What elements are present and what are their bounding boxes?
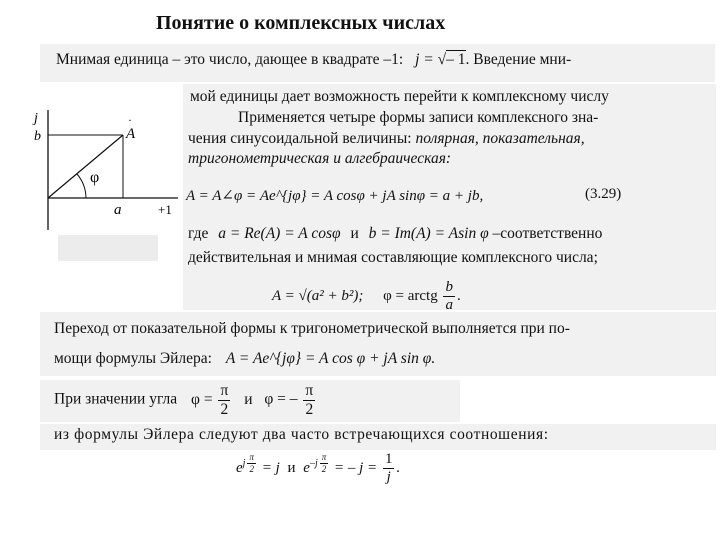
vector-line — [48, 135, 123, 198]
phi1-pi: π — [220, 382, 229, 399]
phi2-pi: π — [305, 382, 314, 399]
vector-label: A — [126, 126, 136, 142]
intro-line-2: мой единицы дает возможность перейти к комплексному числу — [190, 88, 609, 105]
where-line-1 — [188, 225, 602, 243]
relations-text: из формулы Эйлера следуют два часто встречающихся соотношения: — [54, 426, 549, 443]
relations-formula — [236, 452, 400, 485]
band-diagram-box — [58, 235, 158, 261]
angle-text: При значении угла — [54, 390, 178, 408]
exp2-j: –j — [309, 457, 318, 469]
phi1-lhs: φ = — [191, 390, 213, 408]
phi-frac-num: b — [445, 279, 453, 295]
phi2-lhs: φ = – — [264, 390, 298, 408]
sqrt-symbol: √– 1 — [437, 51, 466, 68]
phi2-fraction — [303, 383, 315, 417]
modulus-formula: A = √(a² + b²); — [272, 287, 364, 304]
sqrt-radicand: – 1 — [446, 51, 466, 68]
exp2-frac — [320, 453, 329, 474]
plus-one-label: +1 — [158, 202, 172, 217]
forms-line-1: Применяется четыре формы записи комплексного зна- — [238, 109, 599, 126]
intro-line-1 — [56, 51, 571, 69]
euler-formula: A = Ae^{jφ} = A cos φ + jA sin φ. — [225, 350, 436, 367]
axis-j-label: j — [34, 111, 38, 126]
j-den: j — [386, 469, 391, 485]
where-and: и — [350, 225, 359, 242]
forms-line-2a: чения синусоидальной величины: — [188, 130, 416, 147]
phi1-two: 2 — [220, 400, 229, 418]
modulus-dot: . — [456, 287, 461, 304]
axis-b-label: b — [34, 129, 41, 144]
where-suffix: –соответственно — [492, 225, 603, 242]
axis-a-label: a — [114, 202, 122, 218]
exp2-power — [309, 452, 330, 475]
angle-arc — [77, 174, 86, 198]
phi-formula: φ = arctg — [383, 287, 438, 304]
forms-line-2 — [188, 130, 585, 148]
complex-plane-diagram — [28, 110, 188, 235]
euler-line-1: Переход от показательной формы к тригонометрической выполняется при по- — [54, 320, 570, 337]
rel-dot: . — [396, 459, 401, 476]
a-formula: a = Re(A) = A cosφ — [218, 225, 341, 242]
exp2-base: e — [303, 459, 310, 476]
euler-text: мощи формулы Эйлера: — [54, 350, 212, 367]
equation-3-29: A = A∠φ = Ae^{jφ} = A cosφ + jA sinφ = a + jb, — [186, 188, 484, 204]
vector-dot: · — [128, 113, 132, 127]
forms-line-3: тригонометрическая и алгебраическая: — [188, 150, 452, 167]
where-line-2: действительная и мнимая составляющие комплексного числа; — [188, 249, 598, 266]
exp1-two: 2 — [249, 464, 254, 475]
phi1-fraction — [218, 383, 230, 417]
intro-line-end: . Введение мни- — [465, 51, 572, 68]
intro-text: Мнимая единица – это число, дающее в квадрате –1: — [56, 51, 404, 68]
euler-line-2 — [54, 350, 435, 368]
one-num: 1 — [384, 451, 393, 467]
exp1-j: j — [242, 457, 246, 469]
exp2-two: 2 — [321, 464, 327, 475]
angle-and: и — [244, 390, 253, 408]
one-over-j — [383, 452, 395, 485]
angle-label: φ — [90, 169, 100, 186]
exp2-pi: π — [321, 452, 327, 463]
b-formula: b = Im(A) = Asin φ — [368, 225, 489, 242]
rel-eq1: = j — [261, 459, 280, 476]
angle-line — [54, 383, 317, 417]
exp1-pi: π — [249, 452, 254, 463]
phi2-two: 2 — [305, 400, 314, 418]
page-title: Понятие о комплексных числах — [156, 12, 446, 34]
exp1-base: e — [236, 459, 243, 476]
forms-line-2b: полярная, показательная, — [415, 130, 585, 147]
exp1-power — [242, 452, 258, 475]
rel-eq2: = – j = — [334, 459, 378, 476]
phi-fraction — [443, 280, 455, 313]
j-definition-lhs: j = — [415, 51, 434, 68]
exp1-frac — [247, 453, 256, 474]
equation-number: (3.29) — [585, 186, 622, 202]
modulus-line — [272, 280, 461, 313]
rel-and: и — [287, 459, 296, 476]
where-prefix: где — [188, 225, 209, 242]
phi-frac-den: a — [445, 297, 453, 313]
